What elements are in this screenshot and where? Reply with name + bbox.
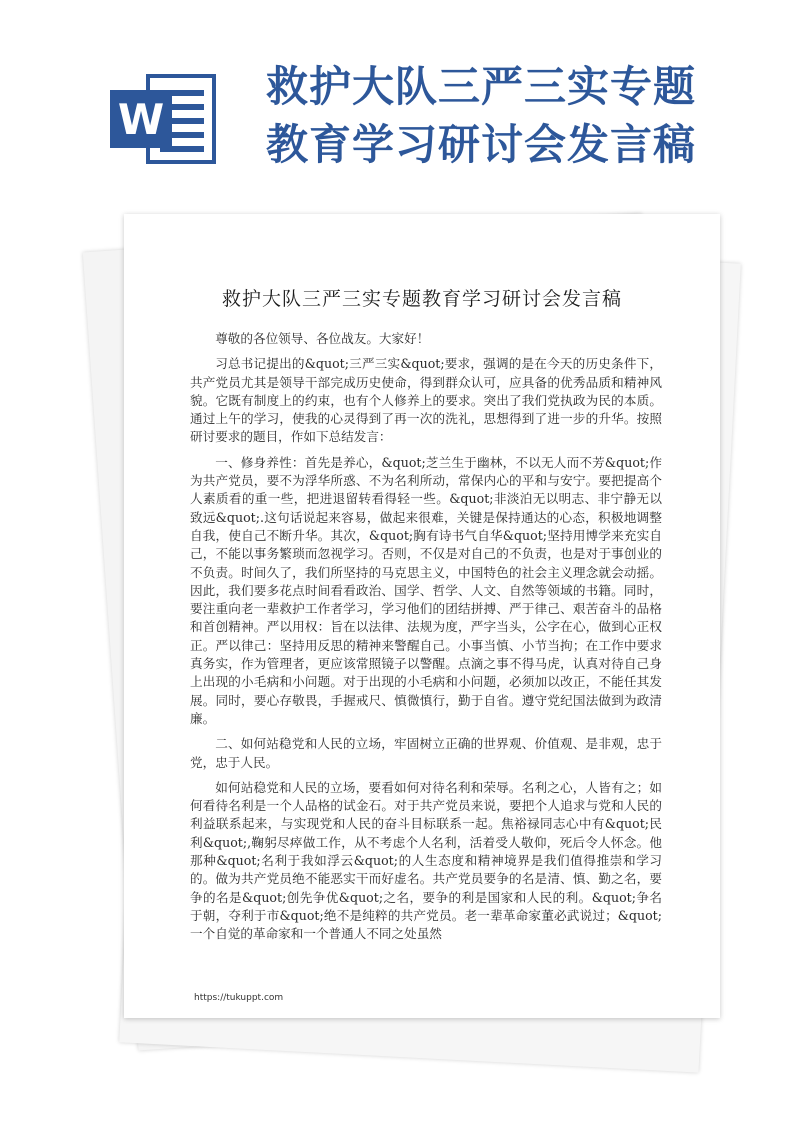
header-title bbox=[266, 58, 786, 174]
word-document-icon bbox=[108, 68, 220, 168]
document-body bbox=[190, 330, 662, 951]
footer-url: https://tukuppt.com bbox=[194, 993, 284, 1003]
document-page bbox=[124, 214, 720, 1018]
word-logo-letter: W bbox=[117, 95, 165, 144]
document-title: 救护大队三严三实专题教育学习研讨会发言稿 bbox=[221, 288, 622, 310]
paragraph-section-2-body: 如何站稳党和人民的立场，要看如何对待名利和荣辱。名利之心，人皆有之；如何看待名利是一个人品格的试金石。对于共产党员来说，要把个人追求与党和人民的利益联系起来，与实现党和人民的奋斗目标联系一起。焦裕禄同志心中有&quot;民利&quot;,鞠躬尽瘁做工作，从不考虑个人名利，活着受人敬仰，死后令人怀念。他那种&quot;名利于我如浮云&quot;的人生态度和精神境界是我们值得推崇和学习的。做为共产党员绝不能恶实干而好虚名。共产党员要争的名是清、慎、勤之名，要争的名是&quot;创先争优&quot;之名，要争的利是国家和人民的利。&quot;争名于朝，夺利于市&quot;绝不是纯粹的共产党员。老一辈革命家董必武说过；&quot;一个自觉的革命家和一个普通人不同之处虽然 bbox=[190, 779, 662, 942]
header-title-line-1: 救护大队三严三实专题 bbox=[266, 62, 697, 111]
paragraph-greeting: 尊敬的各位领导、各位战友。大家好！ bbox=[215, 331, 430, 346]
page-header bbox=[0, 0, 800, 205]
header-title-line-2: 教育学习研讨会发言稿 bbox=[266, 120, 697, 169]
paragraph-section-1: 一、修身养性：首先是养心，&quot;芝兰生于幽林，不以无人而不芳&quot;作为共产党员，要不为浮华所惑、不为名利所动，常保内心的平和与安宁。要把提高个人素质看的重一些，把进退留转看得轻一些。&quot;非淡泊无以明志、非宁静无以致远&quot;.这句话说起来容易，做起来很难，关键是保持通达的心态，积极地调整自我，使自己不断升华。其次，&quot;胸有诗书气自华&quot;坚持用博学来充实自己，不能以事务繁琐而忽视学习。否则，不仅是对自己的不负责，也是对于事创业的不负责。时间久了，我们所坚持的马克思主义，中国特色的社会主义理念就会动摇。因此，我们要多花点时间看看政治、国学、哲学、人文、自然等领域的书籍。同时，要注重向老一辈救护工作者学习，学习他们的团结拼搏、严于律己、艰苦奋斗的品格和首创精神。严以用权：旨在以法律、法规为度，严字当头，公字在心，做到心正权正。严以律己：坚持用反思的精神来警醒自己。小事当慎、小节当拘；在工作中要求真务实，作为管理者，更应该常照镜子以警醒。点滴之事不得马虎，认真对待自己身上出现的小毛病和小问题。对于出现的小毛病和小问题，必须加以改正，不能任其发展。同时，要心存敬畏，手握戒尺、慎微慎行，勤于自省。遵守党纪国法做到为政清廉。 bbox=[190, 454, 662, 726]
paragraph-intro: 习总书记提出的&quot;三严三实&quot;要求，强调的是在今天的历史条件下，共产党员尤其是领导干部完成历史使命，得到群众认可，应具备的优秀品质和精神风貌。它既有制度上的约束，也有个人修养上的要求。突出了我们党执政为民的本质。通过上午的学习，使我的心灵得到了再一次的洗礼，思想得到了进一步的升华。按照研讨要求的题目，作如下总结发言： bbox=[190, 356, 662, 445]
paragraph-section-2-heading: 二、如何站稳党和人民的立场，牢固树立正确的世界观、价值观、是非观，忠于党，忠于人民。 bbox=[190, 736, 662, 770]
